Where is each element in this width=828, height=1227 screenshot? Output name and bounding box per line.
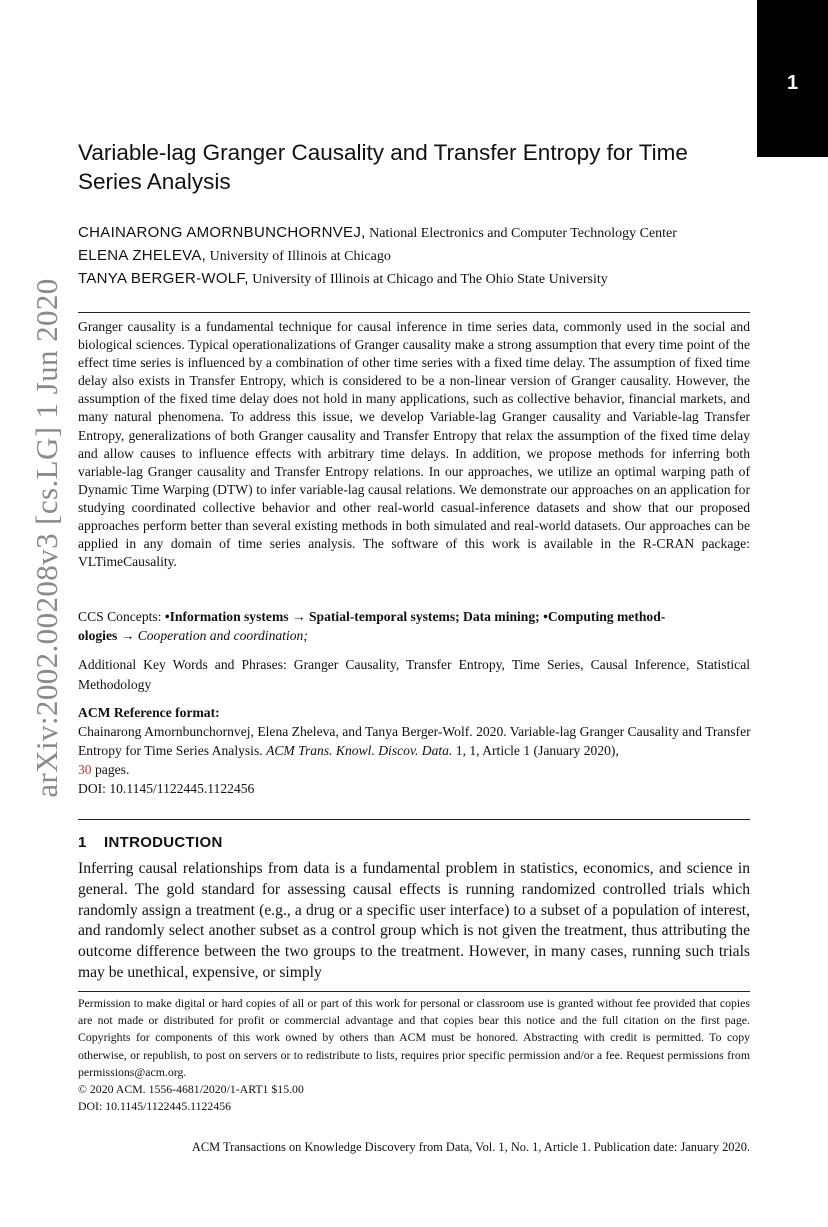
section-heading	[78, 834, 223, 851]
ccs-concept: •Computing method-	[543, 609, 666, 624]
author-line	[78, 245, 768, 268]
divider	[78, 819, 750, 820]
ccs-arrow: →	[120, 628, 135, 643]
abstract: Granger causality is a fundamental technique for causal inference in time series data, commonly used in the social and biological sciences. Typical operationalizations of Granger causality make a strong assumption that every time point of the effect time series is influenced by a combination of other time series with a fixed time delay. The assumption of fixed time delay also exists in Transfer Entropy, which is considered to be a non-linear version of Granger causality. However, the assumption of the fixed time delay does not hold in many applications, such as collective behavior, financial markets, and many natural phenomena. To address this issue, we develop Variable-lag Granger causality and Variable-lag Transfer Entropy, generalizations of both Granger causality and Transfer Entropy that relax the assumption of the fixed time delay and allow causes to influence effects with arbitrary time delays. In addition, we propose methods for inferring both variable-lag Granger causality and Transfer Entropy relations. In our approaches, we utilize an optimal warping path of Dynamic Time Warping (DTW) to infer variable-lag causal relations. We demonstrate our approaches on an application for studying coordinated collective behavior and other real-world casual-inference datasets and show that our proposed approaches perform better than several existing methods in both simulated and real-world datasets. Our approaches can be applied in any domain of time series analysis. The software of this work is available in the R-CRAN package: VLTimeCausality.	[78, 319, 750, 570]
paper-title: Variable-lag Granger Causality and Transfer Entropy for Time Series Analysis	[78, 140, 688, 194]
footnote-divider	[78, 991, 750, 992]
author-line	[78, 222, 768, 245]
ccs-concepts	[78, 607, 758, 645]
ccs-concept: •Information systems	[164, 609, 289, 624]
ccs-concept-cont: ologies	[78, 628, 118, 643]
permission-doi: DOI: 10.1145/1122445.1122456	[78, 1099, 232, 1114]
acm-reference-doi: DOI: 10.1145/1122445.1122456	[78, 781, 255, 796]
author-name: TANYA BERGER-WOLF,	[78, 269, 249, 287]
acm-reference-header: ACM Reference format:	[78, 705, 220, 720]
acm-reference-journal: ACM Trans. Knowl. Discov. Data.	[266, 743, 453, 758]
ccs-subconcept: Cooperation and coordination;	[137, 628, 308, 643]
author-name: CHAINARONG AMORNBUNCHORNVEJ,	[78, 224, 366, 241]
section-body: Inferring causal relationships from data is a fundamental problem in statistics, economics, and science in general. The gold standard for assessing causal effects is running randomized controlled trials which randomly assign a treatment (e.g., a drug or a specific user interface) to a subset of a population of interest, and randomly select another subset as a control group which is not given the treatment, thus attributing the outcome difference between the two groups to the treatment. However, in many cases, running such trials may be unethical, expensive, or simply	[78, 860, 750, 981]
permission-text: Permission to make digital or hard copies of all or part of this work for personal or classroom use is granted without fee provided that copies are not made or distributed for profit or commercial advantage and that copies bear this notice and the full citation on the first page. Copyrights for components of this work owned by others than ACM must be honored. Abstracting with credit is permitted. To copy otherwise, or republish, to post on servers or to redistribute to lists, requires prior specific permission and/or a fee. Request permissions from permissions@acm.org.	[78, 996, 750, 1079]
arxiv-id: arXiv:2002.00208v3 [cs.LG] 1 Jun 2020	[29, 278, 64, 798]
author-name: ELENA ZHELEVA,	[78, 246, 207, 264]
divider	[78, 312, 750, 313]
page-number-tab	[757, 0, 828, 157]
page-number: 1	[786, 72, 799, 94]
author-list	[78, 222, 768, 290]
ccs-label: CCS Concepts:	[78, 609, 162, 624]
page-footer: ACM Transactions on Knowledge Discovery from Data, Vol. 1, No. 1, Article 1. Publication date: January 2020.	[191, 1140, 750, 1154]
acm-reference-text: Chainarong Amornbunchornvej, Elena Zheleva, and Tanya Berger-Wolf. 2020. Variable-lag Granger Causality and Transfer Entropy for Time Series Analysis.	[78, 724, 751, 758]
acm-reference	[78, 703, 758, 798]
ccs-arrow: →	[291, 609, 306, 624]
copyright-line: © 2020 ACM. 1556-4681/2020/1-ART1 $15.00	[78, 1082, 304, 1097]
author-affiliation: University of Illinois at Chicago	[209, 248, 391, 264]
acm-reference-issue: 1, 1, Article 1 (January 2020),	[455, 743, 619, 758]
keywords: Additional Key Words and Phrases: Granger Causality, Transfer Entropy, Time Series, Causal Inference, Statistical Methodology	[78, 657, 750, 692]
author-line	[78, 268, 768, 291]
pages-link[interactable]: 30	[78, 762, 92, 777]
author-affiliation: University of Illinois at Chicago and The Ohio State University	[252, 271, 608, 287]
section-number: 1	[78, 834, 87, 851]
section-title: INTRODUCTION	[104, 834, 223, 851]
author-affiliation: National Electronics and Computer Technology Center	[369, 226, 677, 241]
ccs-subconcept: Spatial-temporal systems; Data mining;	[308, 609, 540, 624]
pages-word: pages.	[95, 762, 130, 777]
permission-notice	[78, 995, 750, 1115]
